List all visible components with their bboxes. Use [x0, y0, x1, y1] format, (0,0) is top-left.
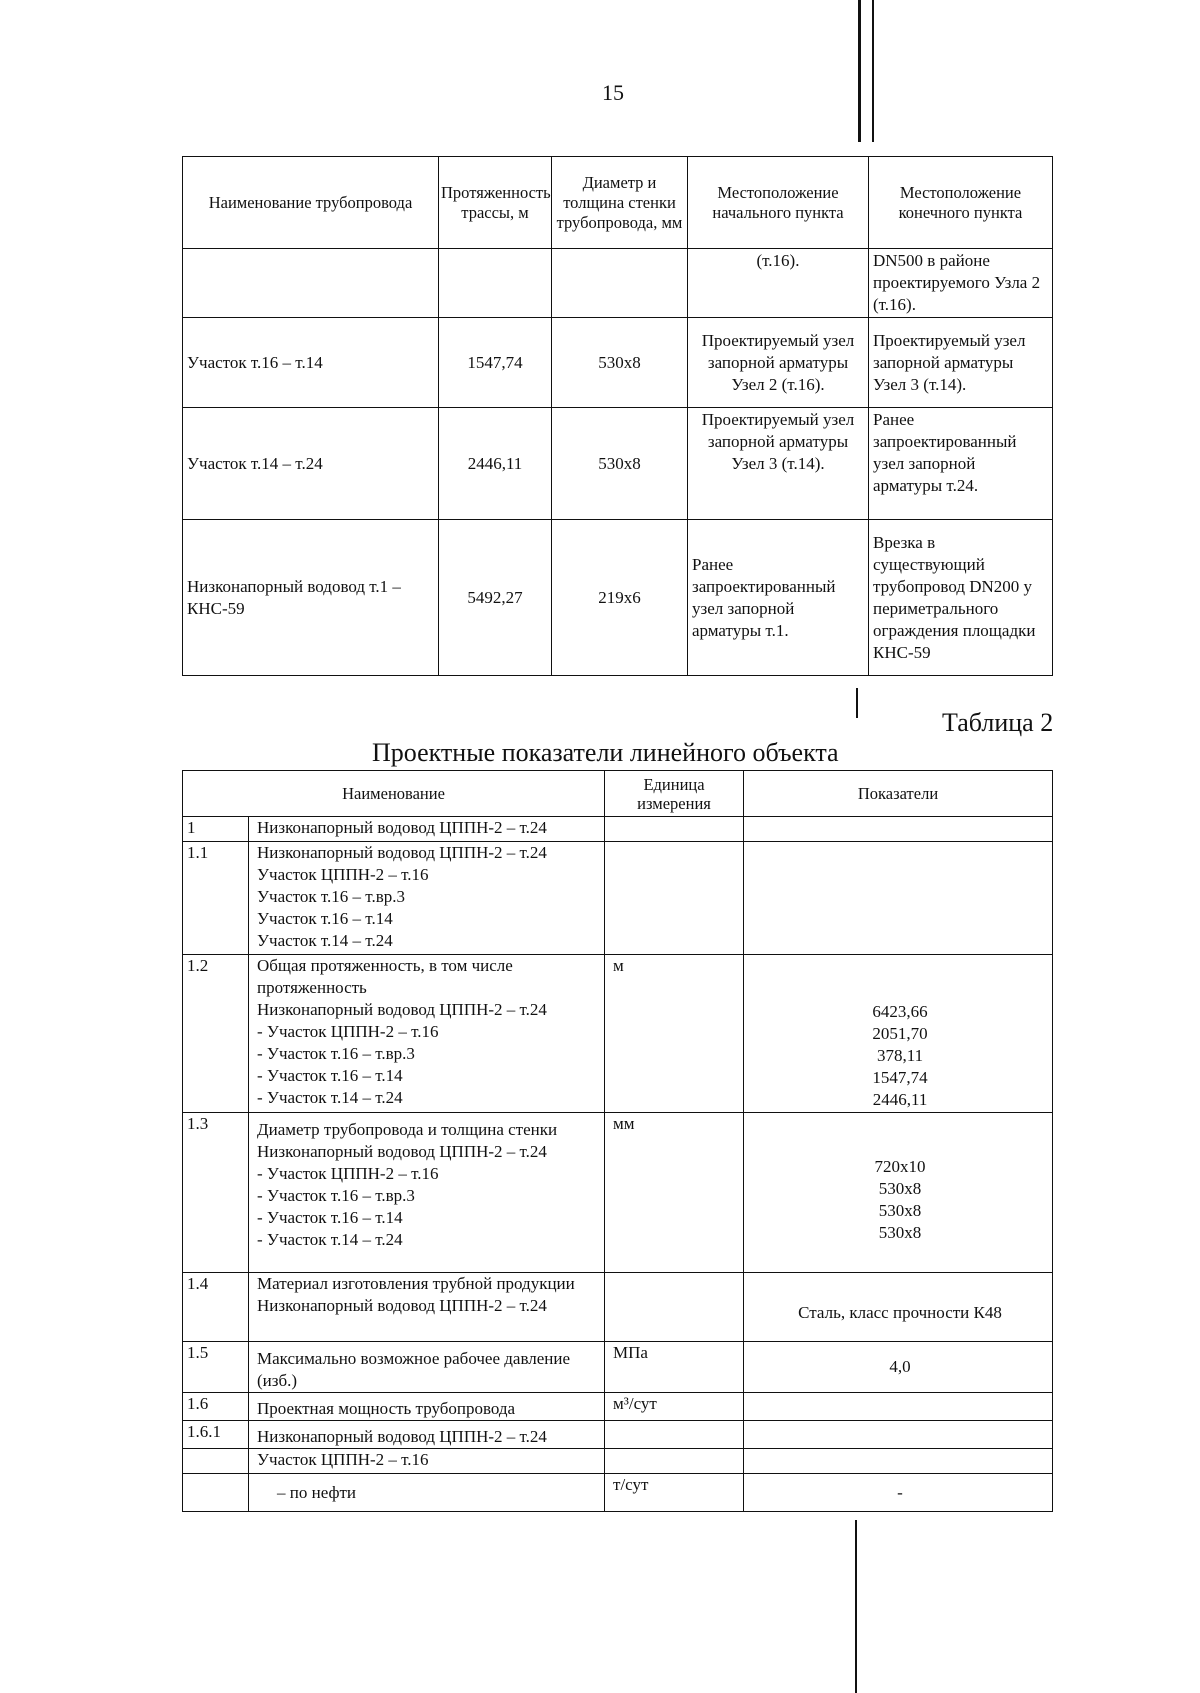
name-line: Низконапорный водовод ЦППН-2 – т.24 — [257, 1142, 547, 1161]
name-line: Участок т.16 – т.вр.3 — [257, 887, 405, 906]
value-line: 378,11 — [876, 1046, 924, 1065]
name-line: Проектная мощность трубопровода — [257, 1399, 516, 1418]
name-line: - Участок т.14 – т.24 — [257, 1230, 403, 1249]
row-value — [744, 1342, 1053, 1393]
cell-length — [439, 249, 552, 318]
column-header: Местоположение начального пункта — [688, 157, 869, 249]
column-header: Протяженность трассы, м — [439, 157, 552, 249]
table-header-row — [183, 157, 1053, 249]
name-line: Участок ЦППН-2 – т.16 — [257, 1450, 429, 1469]
row-value — [744, 1449, 1053, 1474]
row-unit: МПа — [605, 1342, 744, 1393]
column-header: Наименование — [183, 771, 605, 817]
pipeline-table — [182, 156, 1053, 676]
table-header-row — [183, 771, 1053, 817]
row-number: 1.6.1 — [183, 1421, 249, 1449]
table-row — [183, 1474, 1053, 1512]
row-unit — [605, 1273, 744, 1342]
row-number: 1.4 — [183, 1273, 249, 1342]
cell-name: Низконапорный водовод т.1 – КНС-59 — [183, 520, 439, 676]
row-name — [249, 842, 605, 955]
row-unit — [605, 1449, 744, 1474]
name-line: - Участок т.16 – т.14 — [257, 1066, 403, 1085]
row-value — [744, 955, 1053, 1113]
cell-start: Проектируемый узел запорной арматуры Узел 2 (т.16). — [688, 318, 869, 408]
row-number: 1.2 — [183, 955, 249, 1113]
row-name — [249, 1342, 605, 1393]
cell-length: 5492,27 — [439, 520, 552, 676]
row-number: 1 — [183, 817, 249, 842]
table-row — [183, 1273, 1053, 1342]
value-line: 530х8 — [878, 1178, 922, 1198]
row-number — [183, 1449, 249, 1474]
row-number: 1.1 — [183, 842, 249, 955]
row-name — [249, 1421, 605, 1449]
name-line: Диаметр трубопровода и толщина стенки — [257, 1120, 558, 1139]
value-line: 1547,74 — [872, 1068, 928, 1087]
row-unit — [605, 1421, 744, 1449]
scan-margin-line — [872, 0, 874, 142]
name-line: Низконапорный водовод ЦППН-2 – т.24 — [257, 1296, 547, 1315]
cell-diameter: 530х8 — [552, 318, 688, 408]
table-number: Таблица 2 — [942, 708, 1054, 737]
cell-end: DN500 в районе проектируемого Узла 2 (т.16). — [869, 249, 1053, 318]
row-name — [249, 1393, 605, 1421]
row-value — [744, 842, 1053, 955]
name-line: Низконапорный водовод ЦППН-2 – т.24 — [257, 1427, 547, 1446]
row-unit: м³/сут — [605, 1393, 744, 1421]
row-unit: м — [605, 955, 744, 1113]
table-row — [183, 955, 1053, 1113]
name-line: Низконапорный водовод ЦППН-2 – т.24 — [257, 818, 547, 837]
cell-diameter: 530х8 — [552, 408, 688, 520]
cell-length: 1547,74 — [439, 318, 552, 408]
cell-start: (т.16). — [688, 249, 869, 318]
value-line: - — [897, 1482, 903, 1502]
cell-end: Врезка в существующий трубопровод DN200 у периметрального ограждения площадки КНС-59 — [869, 520, 1053, 676]
column-header: Показатели — [744, 771, 1053, 817]
name-line: - Участок ЦППН-2 – т.16 — [257, 1164, 439, 1183]
value-line: 530х8 — [878, 1200, 922, 1220]
table-row — [183, 1342, 1053, 1393]
cell-diameter: 219х6 — [552, 520, 688, 676]
column-header: Местоположение конечного пункта — [869, 157, 1053, 249]
row-name — [249, 955, 605, 1113]
row-number: 1.5 — [183, 1342, 249, 1393]
table-row — [183, 1449, 1053, 1474]
table-row — [183, 1113, 1053, 1273]
value-line: Сталь, класс прочности К48 — [798, 1303, 1002, 1322]
cell-name: Участок т.14 – т.24 — [183, 408, 439, 520]
table-row — [183, 408, 1053, 520]
table-row — [183, 520, 1053, 676]
name-line: Низконапорный водовод ЦППН-2 – т.24 — [257, 1000, 547, 1019]
name-line: - Участок т.16 – т.вр.3 — [257, 1186, 415, 1205]
name-line: Максимально возможное рабочее давление (изб.) — [257, 1349, 571, 1390]
cell-length: 2446,11 — [439, 408, 552, 520]
row-unit — [605, 817, 744, 842]
row-value — [744, 1421, 1053, 1449]
row-unit — [605, 842, 744, 955]
row-value — [744, 1113, 1053, 1273]
name-line: Низконапорный водовод ЦППН-2 – т.24 — [257, 843, 547, 862]
name-line: - Участок т.16 – т.вр.3 — [257, 1044, 415, 1063]
row-name — [249, 1273, 605, 1342]
row-value — [744, 1474, 1053, 1512]
name-line: Материал изготовления трубной продукции — [257, 1274, 575, 1293]
scan-margin-line — [856, 688, 858, 718]
table-row — [183, 1393, 1053, 1421]
value-line: 2051,70 — [872, 1024, 928, 1043]
row-value — [744, 817, 1053, 842]
row-value — [744, 1393, 1053, 1421]
row-name — [249, 1449, 605, 1474]
table-row — [183, 249, 1053, 318]
name-line: Участок т.16 – т.14 — [257, 909, 393, 928]
name-line: – по нефти — [277, 1482, 356, 1502]
row-name — [249, 1113, 605, 1273]
row-name — [249, 817, 605, 842]
scan-margin-line — [855, 1520, 857, 1693]
cell-start: Проектируемый узел запорной арматуры Узел 3 (т.14). — [688, 408, 869, 520]
column-header: Наименование трубопровода — [183, 157, 439, 249]
value-line: 6423,66 — [872, 1002, 928, 1021]
row-unit: мм — [605, 1113, 744, 1273]
cell-end: Проектируемый узел запорной арматуры Узел 3 (т.14). — [869, 318, 1053, 408]
value-line: 2446,11 — [872, 1090, 928, 1109]
cell-diameter — [552, 249, 688, 318]
table-row — [183, 1421, 1053, 1449]
row-name — [249, 1474, 605, 1512]
value-line: 4,0 — [889, 1357, 911, 1376]
scan-margin-line — [858, 0, 861, 142]
name-line: Участок т.14 – т.24 — [257, 931, 393, 950]
name-line: - Участок т.16 – т.14 — [257, 1208, 403, 1227]
name-line: - Участок т.14 – т.24 — [257, 1088, 403, 1107]
table-row — [183, 817, 1053, 842]
column-header: Единица измерения — [605, 771, 744, 817]
indicators-table — [182, 770, 1053, 1512]
row-value — [744, 1273, 1053, 1342]
cell-end: Ранее запроектированный узел запорной арматуры т.24. — [869, 408, 1053, 520]
row-number — [183, 1474, 249, 1512]
cell-name — [183, 249, 439, 318]
name-line: - Участок ЦППН-2 – т.16 — [257, 1022, 439, 1041]
row-unit: т/сут — [605, 1474, 744, 1512]
table-row — [183, 842, 1053, 955]
name-line: Участок ЦППН-2 – т.16 — [257, 865, 429, 884]
cell-start: Ранее запроектированный узел запорной арматуры т.1. — [688, 520, 869, 676]
table-row — [183, 318, 1053, 408]
cell-name: Участок т.16 – т.14 — [183, 318, 439, 408]
value-line: 720х10 — [874, 1156, 926, 1176]
row-number: 1.3 — [183, 1113, 249, 1273]
table-title: Проектные показатели линейного объекта — [372, 738, 839, 767]
page-number: 15 — [602, 80, 624, 105]
name-line: Общая протяженность, в том числе протяженность — [257, 956, 513, 997]
value-line: 530х8 — [878, 1222, 922, 1242]
row-number: 1.6 — [183, 1393, 249, 1421]
column-header: Диаметр и толщина стенки трубопровода, мм — [552, 157, 688, 249]
